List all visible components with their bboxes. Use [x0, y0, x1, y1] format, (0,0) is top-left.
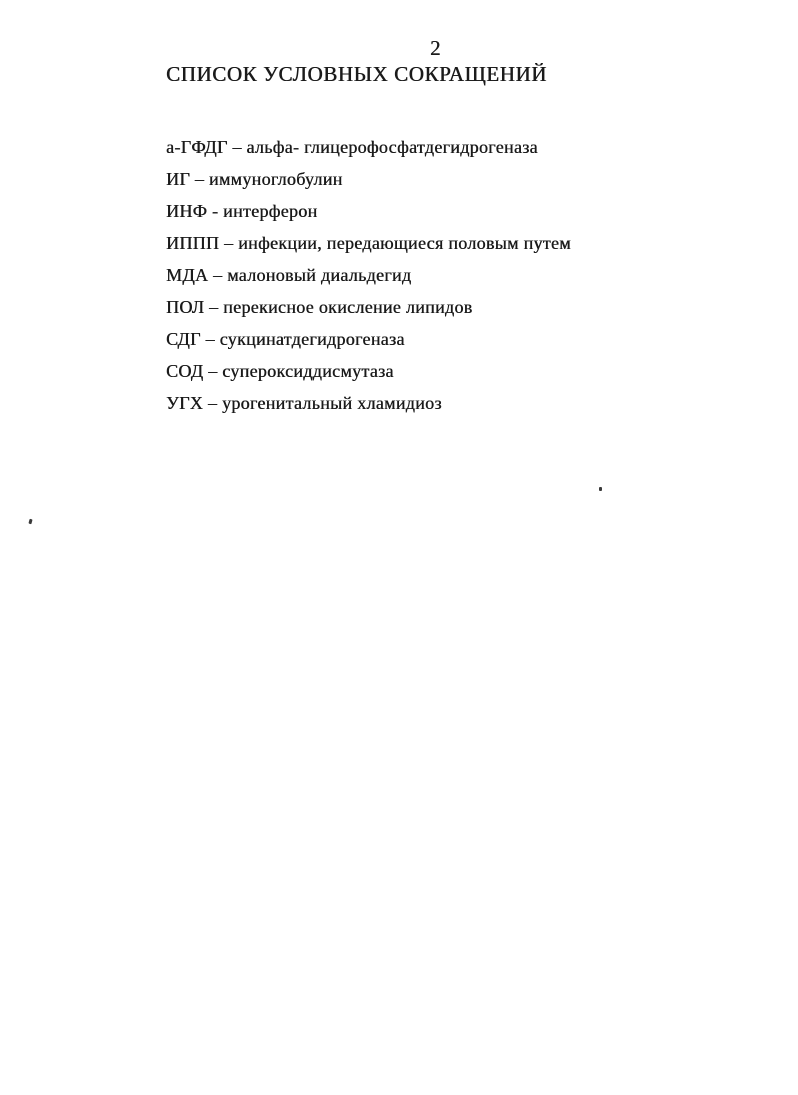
- abbreviation-item: УГХ – урогенитальный хламидиоз: [166, 393, 442, 413]
- abbreviation-item: ИНФ - интерферон: [166, 201, 318, 221]
- abbreviation-item: а-ГФДГ – альфа- глицерофосфатдегидрогеназа: [166, 137, 538, 157]
- abbreviation-item: ПОЛ – перекисное окисление липидов: [166, 297, 473, 317]
- abbreviation-item: ИГ – иммуноглобулин: [166, 169, 343, 189]
- abbreviation-list: [166, 131, 726, 419]
- page-number: 2: [430, 36, 441, 60]
- abbreviation-item: СОД – супероксиддисмутаза: [166, 361, 394, 381]
- abbreviation-item: СДГ – сукцинатдегидрогеназа: [166, 329, 405, 349]
- page-title: СПИСОК УСЛОВНЫХ СОКРАЩЕНИЙ: [166, 62, 547, 86]
- abbreviation-item: ИППП – инфекции, передающиеся половым путем: [166, 233, 571, 253]
- scan-artifact: [599, 487, 602, 491]
- abbreviation-item: МДА – малоновый диальдегид: [166, 265, 412, 285]
- scan-artifact: [28, 519, 32, 525]
